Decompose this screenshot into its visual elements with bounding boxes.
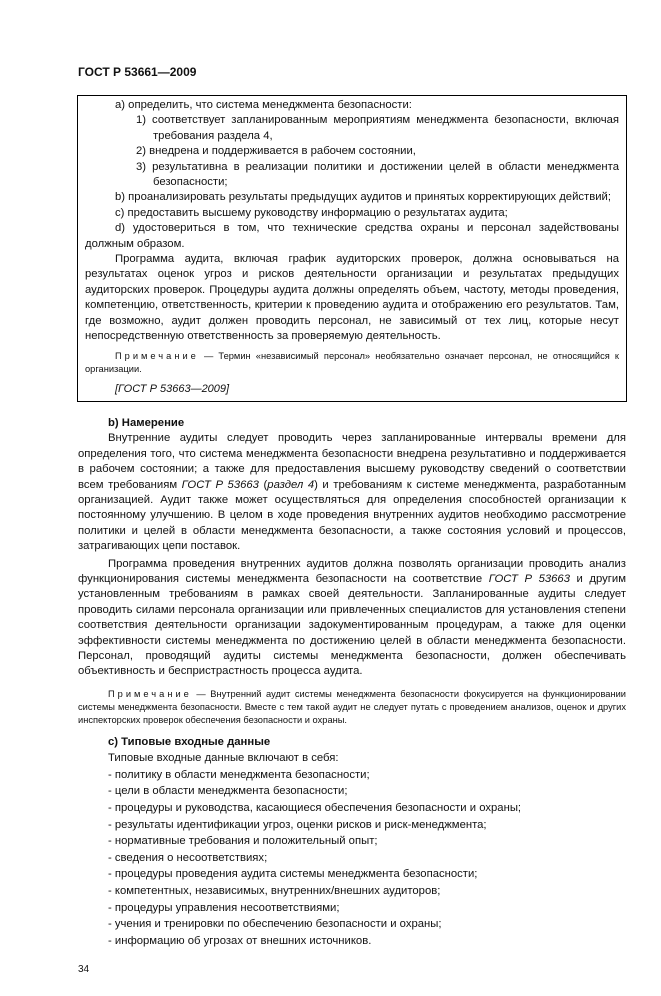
quoted-standard-box [77,95,627,402]
list-item-a2: 2) внедрена и поддерживается в рабочем состоянии, [136,145,416,158]
note-label: Примечание [108,688,192,699]
list-item: - учения и тренировки по обеспечению безопасности и охраны; [108,918,442,931]
audit-program-paragraph: Программа аудита, включая график аудиторских проверок, должна основываться на результатах оценок угроз и рисков деятельности организации и результатах предыдущих аудиторских проверок. Процедуры аудита должны определять объем, частоту, методы проведения, компетенцию, ответственность, критерии к проведению аудита и отображению его результатов. Там, где возможно, аудит должен проводить персонал, не зависимый от тех лиц, которые несут непосредственную ответственность за проверяемую деятельность. [85,253,619,343]
list-item: - цели в области менеджмента безопасности; [108,785,348,798]
text: ) и требованиям к системе менеджмента, разработанным организацией. Аудит также может осуществляться для определения способностей организации к постоянному улучшению. В целом в ходе проведения внутренних аудитов необходимо рассмотрение политики и целей в области менеджмента безопасности, а также состояния условий и процессов, затрагивающих цепи поставок. [78,478,627,553]
text: ( [258,478,268,491]
section-b-paragraph-2 [78,557,626,680]
list-item-b: b) проанализировать результаты предыдущих аудитов и принятых корректирующих действий; [115,191,611,204]
note-text: — Внутренний аудит системы менеджмента безопасности фокусируется на функционировании системы менеджмента безопасности. Вместе с тем такой аудит не следует путать с проведением анализов, оценок и других инспекторских проверок обеспечения безопасности и охраны. [78,688,626,725]
list-intro: Типовые входные данные включают в себя: [108,752,339,765]
list-item: - информацию об угрозах от внешних источников. [108,934,372,947]
main-content [78,416,626,949]
standard-reference: ГОСТ Р 53663 [181,478,259,491]
list-item: - результаты идентификации угроз, оценки рисков и риск-менеджмента; [108,818,487,831]
list-item-c: с) предоставить высшему руководству информацию о результатах аудита; [115,206,508,219]
note-text: — Термин «независимый персонал» необязательно означает персонал, не относящийся к организации. [85,350,619,374]
list-item-d: d) удостовериться в том, что технические средства охраны и персонал задействованы должным образом. [85,222,619,250]
text: Программа проведения внутренних аудитов должна позволять организации проводить анализ функционирования системы менеджмента безопасности на соответствие [78,557,626,585]
standard-reference: ГОСТ Р 53663 [488,572,570,585]
note [85,350,619,376]
section-c-heading: с) Типовые входные данные [108,735,271,748]
section-b-heading: b) Намерение [108,416,185,429]
list-item: - нормативные требования и положительный опыт; [108,835,378,848]
list-item: - процедуры управления несоответствиями; [108,901,340,914]
input-list [78,750,626,949]
list-item: - компетентных, независимых, внутренних/внешних аудиторов; [108,884,441,897]
text: и другим установленным требованиям в рамках своей деятельности. Запланированные аудиты следует проводить силами персонала организации или привлеченных специалистов для установления степени соответствия деятельности организации задокументированным процедурам, а также для оценки эффективности системы менеджмента по достижению целей в области менеджмента безопасности. Персонал, проводящий аудиты системы менеджмента безопасности, должен обеспечивать объективность и беспристрастность процесса аудита. [78,572,626,678]
note [78,688,626,727]
section-reference: раздел 4 [267,478,315,491]
input-list-items [108,767,626,950]
section-b-paragraph-1 [78,431,626,554]
note-label: Примечание [115,350,199,361]
text: Внутренние аудиты следует проводить через запланированные интервалы времени для определения того, что система менеджмента безопасности внедрена результативно и поддерживается в рабочем состоянии; а также для предоставления высшему руководству сведений о соответствии всем требованиям [78,432,626,491]
list-item: - процедуры и руководства, касающиеся обеспечения безопасности и охраны; [108,802,522,814]
list-item-a1: 1) соответствует запланированным мероприятиям менеджмента безопасности, включая требования раздела 4, [136,114,619,142]
document-header: ГОСТ Р 53661—2009 [78,65,197,79]
list-item-a3: 3) результативна в реализации политики и достижении целей в области менеджмента безопасности; [136,160,619,189]
list-item: - политику в области менеджмента безопасности; [108,768,370,781]
list-item: - сведения о несоответствиях; [108,851,268,864]
page-number: 34 [78,964,90,976]
reference: [ГОСТ Р 53663—2009] [115,382,230,395]
list-item: - процедуры проведения аудита системы менеджмента безопасности; [108,868,478,881]
list-item-a: а) определить, что система менеджмента безопасности: [115,99,412,111]
